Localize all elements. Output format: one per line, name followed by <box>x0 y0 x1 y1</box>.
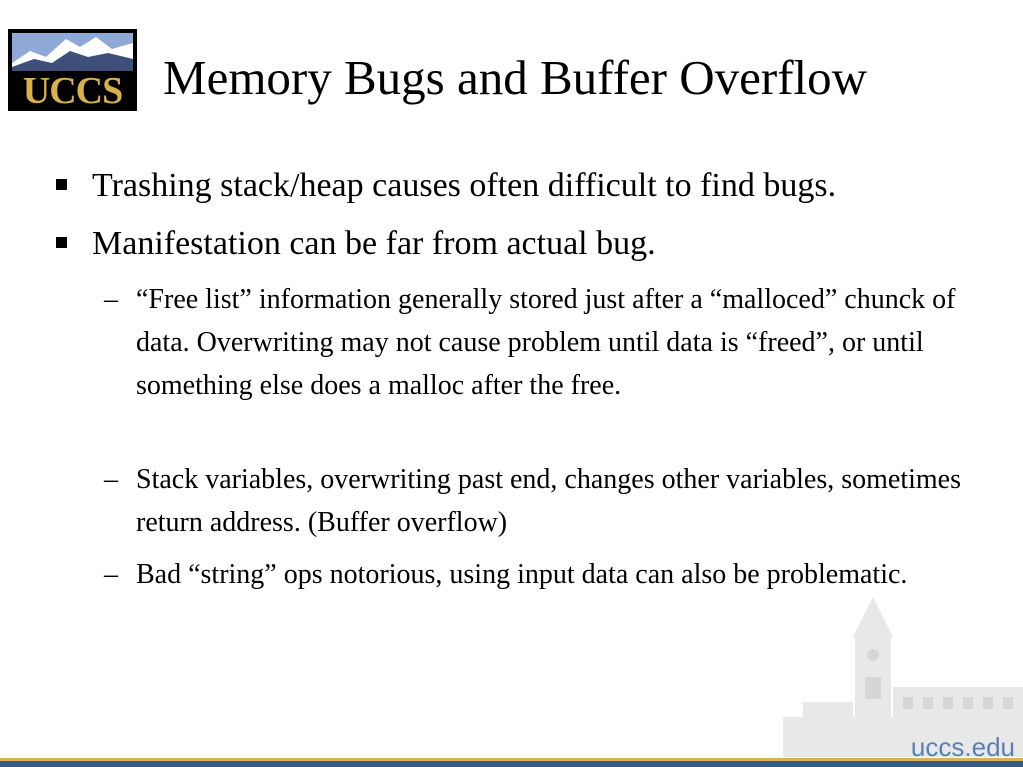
bullet-square-icon <box>56 179 67 190</box>
dash-marker: – <box>104 464 118 495</box>
sub-bullet-item: Bad “string” ops notorious, using input data can also be problematic. <box>136 559 908 590</box>
logo-text: UCCS <box>22 70 123 111</box>
dash-marker: – <box>104 559 118 590</box>
page-title: Memory Bugs and Buffer Overflow <box>163 50 868 105</box>
sub-bullet-item: Stack variables, overwriting past end, changes other variables, sometimes return address. (Buffer overflow) <box>136 464 961 538</box>
bullet-square-icon <box>56 237 67 248</box>
bullet-item: Manifestation can be far from actual bug. <box>92 225 656 262</box>
uccs-logo <box>8 29 137 111</box>
footer-site-label: uccs.edu <box>910 732 1015 762</box>
bullet-item: Trashing stack/heap causes often difficult to find bugs. <box>92 167 837 204</box>
footer-blue-bar <box>0 761 1023 767</box>
sub-bullet-item: “Free list” information generally stored just after a “malloced” chunck of data. Overwriting may not cause problem until data is “freed”, or until something else does a malloc after the free. <box>136 284 956 401</box>
dash-marker: – <box>104 284 118 315</box>
